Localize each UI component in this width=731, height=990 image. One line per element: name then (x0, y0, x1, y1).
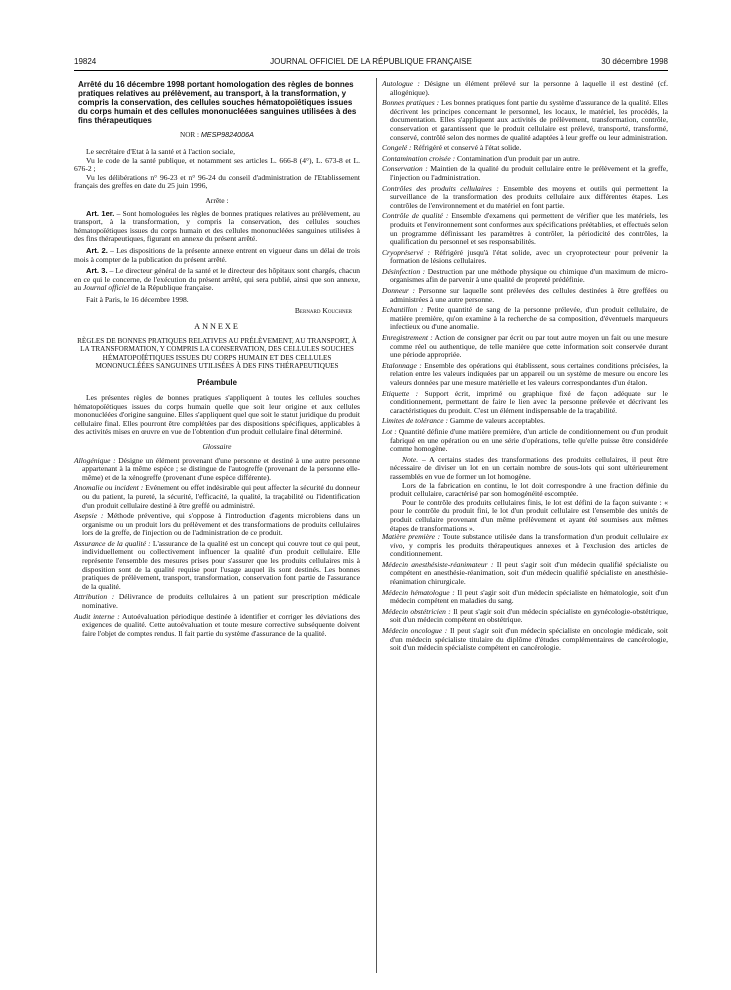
lot-note-label: Note. (402, 454, 419, 464)
glossary-term: Asepsie : (74, 511, 104, 521)
article-3-journal: Journal officiel (83, 283, 130, 293)
glossary-entry (382, 212, 668, 246)
glossary-definition: Réfrigéré jusqu'à l'état solide, avec un cryoprotecteur pour prévenir la formation de lésions cellulaires. (390, 247, 668, 266)
glossary-term: Enregistrement : (382, 333, 433, 343)
lot-note-3: Pour le contrôle des produits cellulaires finis, le lot est défini de la façon suivante : « pour le contrôle du produit fini, le lot d'un produit cellulaire est l'ensemble des unités de produit cellulaire provenant d'un même prélèvement et ayant été soumises aux mêmes étapes de transformations ». (390, 497, 668, 533)
lot-note-1-text: – A certains stades des transformations des produits cellulaires, il peut être nécessaire de diviser un lot en un certain nombre de sous-lots qui sont ultérieurement rassemblés en vue de former un lot homogène. (390, 454, 668, 481)
glossary-definition: Il peut s'agir soit d'un médecin spécialiste en hématologie, soit d'un médecin compétent en maladies du sang. (390, 587, 669, 606)
glossary-term: Contamination croisée : (382, 153, 456, 163)
article-1-text: – Sont homologuées les règles de bonnes pratiques relatives au prélèvement, au transport, à la transformation, y compris la conservation, des cellules souches hématopoïétiques issues du corps humain et des cellules mononucléées sanguines utilisées à des fins thérapeutiques, figurant en annexe du présent arrêté. (74, 208, 361, 244)
glossary-definition: Il peut s'agir soit d'un médecin spécialiste en oncologie médicale, soit d'un médecin spécialiste titulaire du diplôme d'études complémentaires de cancérologie, soit d'un médecin spécialiste compétent en cancérologie. (390, 626, 668, 653)
glossary-right-2 (382, 533, 668, 653)
glossary-definition: Ensemble d'examens qui permettent de vérifier que les matériels, les produits et l'environnement sont conformes aux spécifications préétablies, et effectués selon un programme définissant les paramètres à contrôler, la périodicité des contrôles, la qualification du personnel et ses responsabilités. (390, 211, 668, 247)
left-column (74, 80, 360, 640)
glossary-definition: Autoévaluation périodique destinée à identifier et corriger les déviations des exigences de qualité. Cette autoévaluation et toute mesure corrective subséquente doivent faire l'objet de comptes rendus. Il fait partie du système d'assurance de la qualité. (82, 611, 361, 638)
glossary-entry (382, 249, 668, 266)
decree-vu-2: Vu les délibérations n° 96-23 et n° 96-24 du conseil d'administration de l'Etablissement français des greffes en date du 25 juin 1996, (74, 172, 360, 191)
glossary-term: Attribution : (74, 592, 115, 602)
right-column (382, 80, 668, 655)
glossary-definition: Il peut s'agir soit d'un médecin qualifié spécialiste ou compétent en anesthésie-réanimation, soit d'un médecin qualifié spécialiste en anesthésie-réanimation chirurgicale. (390, 559, 668, 587)
glossary-definition: Action de consigner par écrit ou par tout autre moyen un fait ou une mesure comme réel ou authentique, de telle manière que cette information soit conservée durant une période appropriée. (390, 333, 668, 360)
glossary-term: Contrôle de qualité : (382, 211, 449, 221)
glossary-term: Etiquette : (382, 388, 419, 398)
glossary-term: Autologue : (382, 79, 420, 88)
annex-title: RÈGLES DE BONNES PRATIQUES RELATIVES AU PRÉLÈVEMENT, AU TRANSPORT, À LA TRANSFORMATION, Y COMPRIS LA CONSERVATION, DES CELLULES SOUCHES HÉMATOPOÏÉTIQUES ISSUES DU CORPS HUMAIN ET DES CELLULES MONONUCLÉÉES SANGUINES UTILISÉES À DES FINS THÉRAPEUTIQUES (77, 336, 357, 370)
header-rule (74, 70, 668, 71)
glossary-entry (382, 165, 668, 182)
glossary-term: Echantillon : (382, 305, 424, 315)
glossary-definition: Support écrit, imprimé ou graphique fixé de façon adéquate sur le conditionnement, permettant de faire le lien avec la personne prélevée et décrivant les caractéristiques du produit. C'est un élément indispensable de la traçabilité. (390, 388, 668, 415)
lot-note-1 (390, 456, 668, 482)
glossary-term: Médecin anesthésiste-réanimateur : (382, 559, 494, 569)
glossary-definition: Evénement ou effet indésirable qui peut affecter la sécurité du donneur ou du patient, la pureté, la sécurité, l'efficacité, la qualité, la traçabilité ou l'identification d'un produit cellulaire destiné à être greffé ou administré. (82, 483, 360, 510)
glossary-term: Médecin obstétricien : (382, 606, 451, 616)
preamble-heading: Préambule (197, 378, 237, 388)
glossary-entry (382, 155, 668, 164)
glossary-term: Etalonnage : (382, 360, 422, 370)
glossary-entry (382, 589, 668, 606)
glossary-term: Médecin hématologue : (382, 587, 455, 597)
glossary-term: Allogénique : (74, 455, 116, 465)
glossary-term: Assurance de la qualité : (74, 538, 151, 548)
glossary-definition: Maintien de la qualité du produit cellulaire entre le prélèvement et la greffe, l'injection ou l'administration. (390, 164, 668, 182)
journal-name: JOURNAL OFFICIEL DE LA RÉPUBLIQUE FRANÇAISE (270, 57, 472, 66)
glossary-entry (74, 512, 360, 538)
article-3-text-a: – Le directeur général de la santé et le directeur des hôpitaux sont chargés, chacun en ce qui le concerne, de l'exécution du présent arrêté, qui sera publié, ainsi que son annexe, au (74, 266, 361, 293)
glossary-entry (74, 540, 360, 592)
glossary-entry (382, 627, 668, 653)
decree-signature: Bernard Kouchner (294, 305, 352, 315)
glossary-term: Conservation : (382, 164, 428, 174)
glossary-entry (382, 185, 668, 211)
glossary-entry (74, 484, 360, 510)
glossary-entry (74, 593, 360, 610)
glossary-entry (382, 268, 668, 285)
glossary-term: Lot : (382, 426, 397, 436)
page-header (74, 56, 668, 68)
glossary-term: Matière première : (382, 532, 441, 542)
article-3 (74, 267, 360, 293)
glossary-entry (382, 306, 668, 332)
issue-date: 30 décembre 1998 (601, 57, 668, 66)
glossary-definition: Contamination d'un produit par un autre. (455, 153, 580, 163)
glossary-term: Désinfection : (382, 266, 426, 276)
article-3-label: Art. 3. (86, 266, 108, 276)
page-number: 19824 (74, 57, 97, 66)
glossary-entry (382, 144, 668, 153)
decree-arrete: Arrête : (205, 196, 229, 206)
glossary-entry (74, 457, 360, 483)
glossary-definition: Petite quantité de sang de la personne prélevée, d'un produit cellulaire, de matière première, qu'on examine à la recherche de sa composition, d'éventuels marqueurs infectieux ou d'une anomalie. (390, 305, 668, 332)
glossary-definition-cont: , y compris les produits thérapeutiques annexes et à l'exclusion des articles de conditionnement. (390, 540, 668, 559)
glossary-definition: Réfrigéré et conservé à l'état solide. (411, 143, 522, 153)
glossary-entry (382, 334, 668, 360)
glossary-definition: Ensemble des moyens et outils qui permettent la surveillance de la transformation des produits cellulaire aux différentes étapes. Les contrôles de l'environnement et du matériel en font partie. (390, 183, 668, 210)
glossary-definition: Il peut s'agir soit d'un médecin spécialiste en gynécologie-obstétrique, soit d'un médecin compétent en obstétrique. (390, 606, 668, 625)
article-2 (74, 247, 360, 264)
glossary-term: Bonnes pratiques : (382, 98, 440, 108)
decree-title: Arrêté du 16 décembre 1998 portant homologation des règles de bonnes pratiques relatives au prélèvement, au transport, à la transformation, y compris la conservation, des cellules souches hématopoïétiques issues du corps humain et des cellules mononucléées sanguines utilisées à des fins thérapeutiques (78, 80, 357, 126)
glossary-entry (382, 608, 668, 625)
article-2-text: – Les dispositions de la présente annexe entrent en vigueur dans un délai de trois mois à compter de la publication du présent arrêté. (74, 246, 360, 264)
column-divider (376, 78, 377, 973)
glossary-entry (382, 390, 668, 416)
glossary-definition: Toute substance utilisée dans la transformation d'un produit cellulaire (440, 532, 662, 542)
glossary-definition: Désigne un élément prélevé sur la personne à laquelle il est destiné (cf. allogénique). (390, 79, 668, 97)
glossary-term: Anomalie ou incident : (74, 483, 144, 493)
glossary-right (382, 80, 668, 454)
glossary-entry (382, 80, 668, 97)
glossary-term: Cryopréservé : (382, 247, 431, 257)
preamble-text: Les présentes règles de bonnes pratiques s'appliquent à toutes les cellules souches hématopoïétiques issues du corps humain quelle que soit leur origine et aux cellules mononucléées d'origine sanguine. Elles s'appliquent quel que soit le statut juridique du produit cellulaire final. Elles pourront être complétées par des dispositions spécifiques, applicables à des activités mises en œuvre en vue de l'obtention d'un produit cellulaire final déterminé. (74, 392, 360, 437)
glossary-entry (74, 613, 360, 639)
glossary-definition: Personne sur laquelle sont prélevées des cellules destinées à être greffées ou administrées à une autre personne. (390, 286, 668, 304)
article-1 (74, 210, 360, 244)
decree-intro: Le secrétaire d'Etat à la santé et à l'action sociale, (86, 147, 235, 157)
glossary-entry (382, 533, 668, 559)
glossary-definition: Délivrance de produits cellulaires à un patient sur prescription médicale nominative. (82, 592, 361, 611)
glossary-entry (382, 287, 668, 304)
glossary-term: Donneur : (382, 286, 416, 296)
glossary-entry (382, 99, 668, 142)
glossary-entry (382, 561, 668, 587)
glossary-entry (382, 428, 668, 454)
article-3-text-b: de la République française. (129, 283, 214, 293)
glossary-term: Limites de tolérance : (382, 416, 449, 426)
lot-note-2: Lors de la fabrication en continu, le lot doit correspondre à une fraction définie du produit cellulaire, caractérisé par son homogénéité escomptée. (390, 480, 668, 499)
nor-value: MESP9824006A (200, 130, 254, 140)
glossary-definition: Ensemble des opérations qui établissent, sous certaines conditions précisées, la relation entre les valeurs indiquées par un appareil ou un système de mesure ou encore les valeurs données par une mesure matérielle et les valeurs correspondantes d'un étalon. (390, 360, 668, 387)
glossary-left (74, 457, 360, 639)
glossary-term: Contrôles des produits cellulaires : (382, 183, 499, 193)
glossary-term: Audit interne : (74, 611, 120, 621)
glossary-definition: Destruction par une méthode physique ou chimique d'un maximum de micro-organismes afin de parvenir à une qualité de propreté prédéfinie. (390, 266, 669, 285)
glossary-entry (382, 417, 668, 426)
glossary-entry (382, 362, 668, 388)
nor-label: NOR : (180, 131, 200, 140)
article-1-label: Art. 1er. (86, 208, 115, 218)
glossary-term: Congelé : (382, 143, 412, 153)
article-2-label: Art. 2. (86, 246, 108, 255)
glossary-term: Médecin oncologue : (382, 626, 448, 636)
annex-heading: ANNEXE (194, 322, 240, 332)
glossary-definition-italic: ex vivo (390, 532, 668, 550)
glossary-definition: Méthode préventive, qui s'oppose à l'introduction d'agents microbiens dans un organisme ou un produit lors du prélèvement et des transformations de produits cellulaires lors de la greffe, de l'injection ou de l'administration de ce produit. (82, 511, 360, 538)
glossary-definition: L'assurance de la qualité est un concept qui couvre tout ce qui peut, individuellement ou collectivement influencer la qualité d'un produit cellulaire. Elle représente l'ensemble des mesures prises pour s'assurer que les produits cellulaires mis à disposition sont de la qualité requise pour l'usage auquel ils sont destinés. Les bonnes pratiques de prélèvement, transport, transformation, conservation font partie de l'assurance de la qualité. (82, 538, 360, 591)
decree-done: Fait à Paris, le 16 décembre 1998. (86, 294, 189, 304)
glossary-definition: Quantité définie d'une matière première, d'un article de conditionnement ou d'un produit fabriqué en une opération ou en une série d'opérations, telle qu'elle puisse être considérée comme homogène. (390, 426, 669, 454)
nor-line (74, 131, 360, 140)
glossary-heading: Glossaire (202, 441, 232, 451)
glossary-definition: Gamme de valeurs acceptables. (448, 416, 546, 426)
glossary-definition: Désigne un élément provenant d'une personne et destiné à une autre personne appartenant à la même espèce ; se distingue de l'autogreffe (provenant de la personne elle-même) et de la xénogreffe (provenant d'une espèce différente). (82, 455, 360, 482)
decree-vu-1: Vu le code de la santé publique, et notamment ses articles L. 666-8 (4°), L. 673-8 et L. 676-2 ; (74, 155, 360, 174)
glossary-definition: Les bonnes pratiques font partie du système d'assurance de la qualité. Elles décrivent les principes concernant le personnel, les locaux, le matériel, les procédés, la documentation. Elles s'appliquent aux activités de prélèvement, transformation, contrôle, conservation et garantissent que le produit cellulaire est prélevé, transporté, transformé, conservé, contrôlé selon des normes de qualité adaptées à leur greffe ou leur administration. (390, 98, 668, 142)
